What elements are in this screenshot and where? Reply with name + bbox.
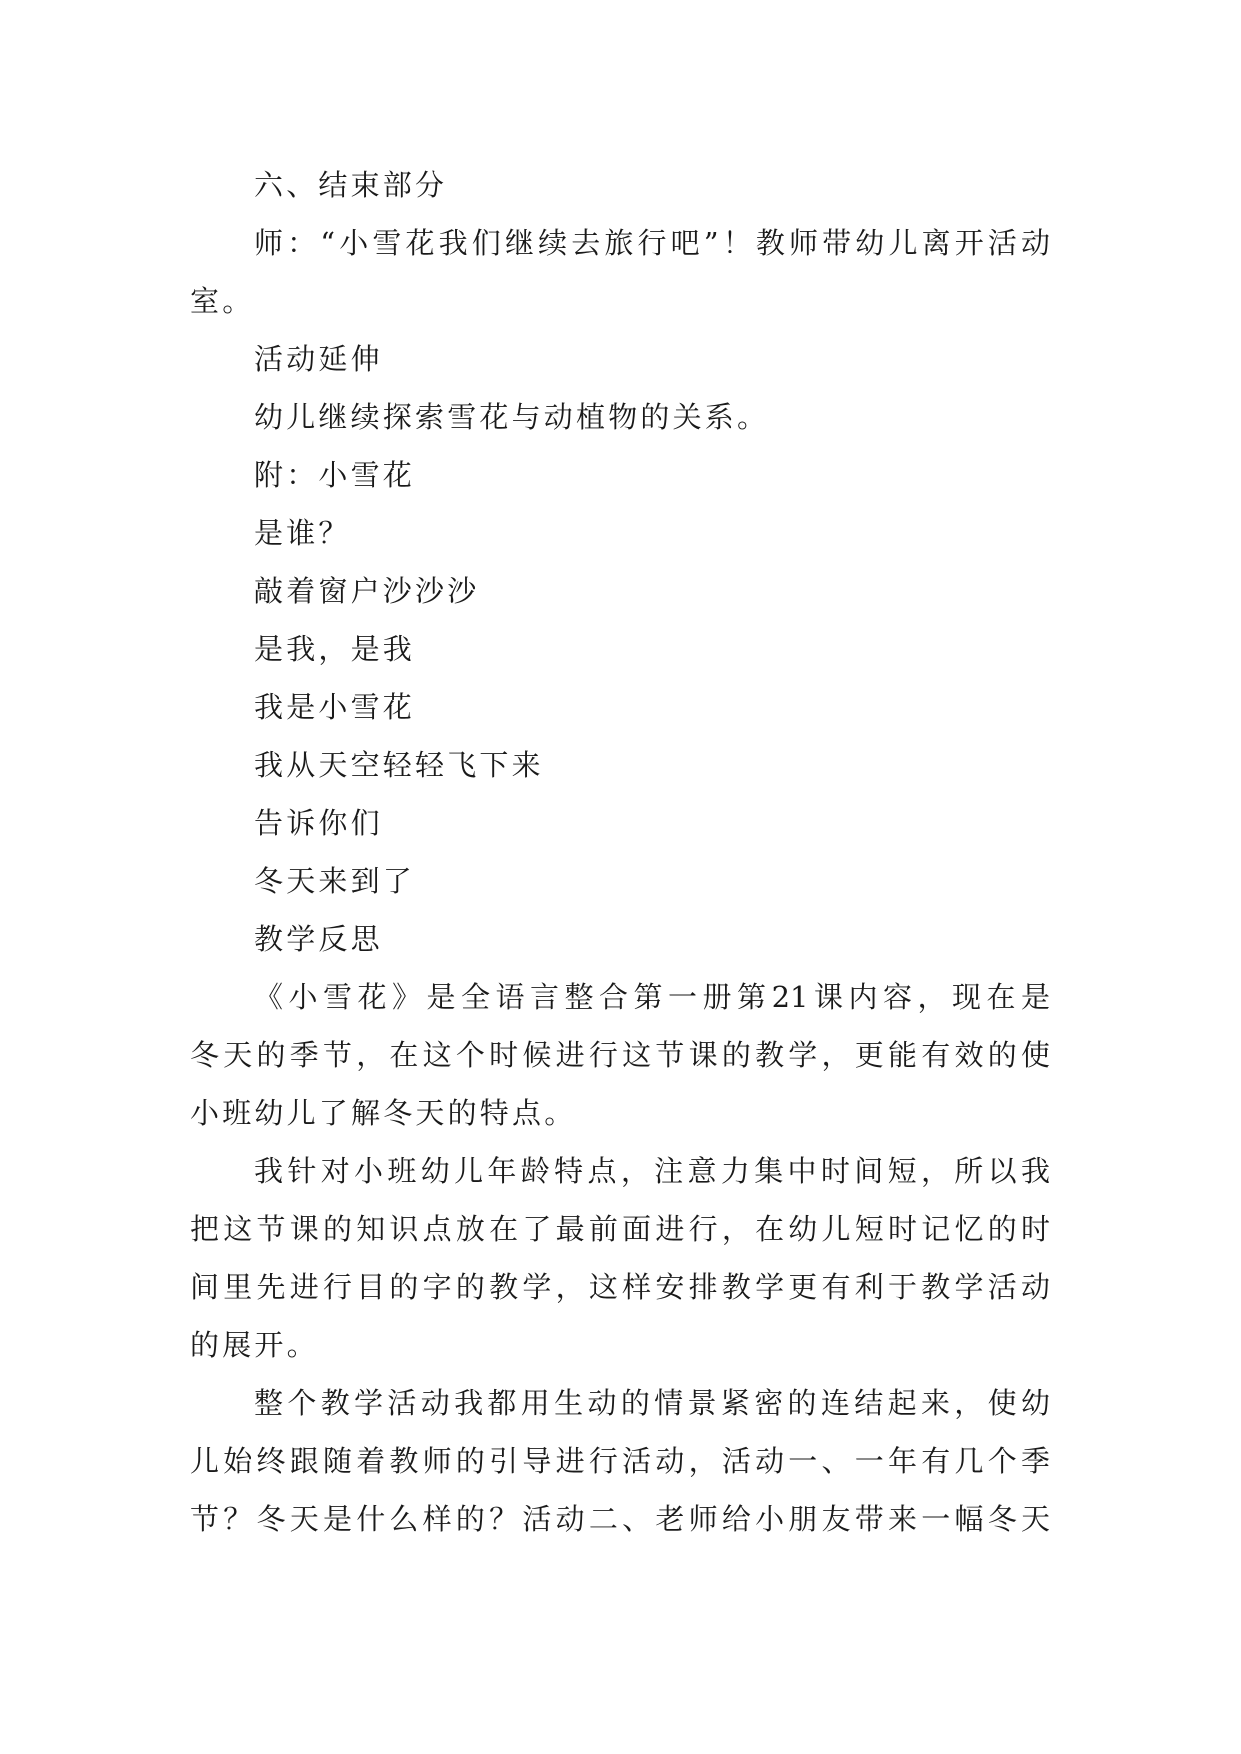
poem-line: 我从天空轻轻飞下来: [254, 748, 544, 782]
paragraph-line: 间里先进行目的字的教学，这样安排教学更有利于教学活动: [190, 1270, 1050, 1304]
paragraph-line: 把这节课的知识点放在了最前面进行，在幼儿短时记忆的时: [190, 1212, 1050, 1246]
poem-line: 是谁？: [254, 516, 351, 550]
paragraph-line: 《小雪花》是全语言整合第一册第21课内容，现在是: [254, 980, 1050, 1014]
appendix-title: 附：小雪花: [254, 458, 416, 492]
poem-line: 敲着窗户沙沙沙: [254, 574, 480, 608]
poem-line: 冬天来到了: [254, 864, 416, 898]
paragraph-line: 儿始终跟随着教师的引导进行活动，活动一、一年有几个季: [190, 1444, 1050, 1478]
paragraph-line: 我针对小班幼儿年龄特点，注意力集中时间短，所以我: [254, 1154, 1050, 1188]
paragraph-line: 室。: [190, 284, 255, 318]
paragraph-line: 节？冬天是什么样的？活动二、老师给小朋友带来一幅冬天: [190, 1502, 1050, 1536]
paragraph-line: 整个教学活动我都用生动的情景紧密的连结起来，使幼: [254, 1386, 1050, 1420]
section-heading-reflection: 教学反思: [254, 922, 383, 956]
section-heading-extension: 活动延伸: [254, 342, 383, 376]
paragraph-line: 小班幼儿了解冬天的特点。: [190, 1096, 577, 1130]
poem-line: 我是小雪花: [254, 690, 416, 724]
poem-line: 是我，是我: [254, 632, 416, 666]
paragraph-line: 冬天的季节，在这个时候进行这节课的教学，更能有效的使: [190, 1038, 1050, 1072]
paragraph-line: 幼儿继续探索雪花与动植物的关系。: [254, 400, 770, 434]
paragraph-line: 的展开。: [190, 1328, 319, 1362]
paragraph-line: 师：“小雪花我们继续去旅行吧”！教师带幼儿离开活动: [254, 226, 1050, 260]
section-heading-ending: 六、结束部分: [254, 168, 448, 202]
poem-line: 告诉你们: [254, 806, 383, 840]
